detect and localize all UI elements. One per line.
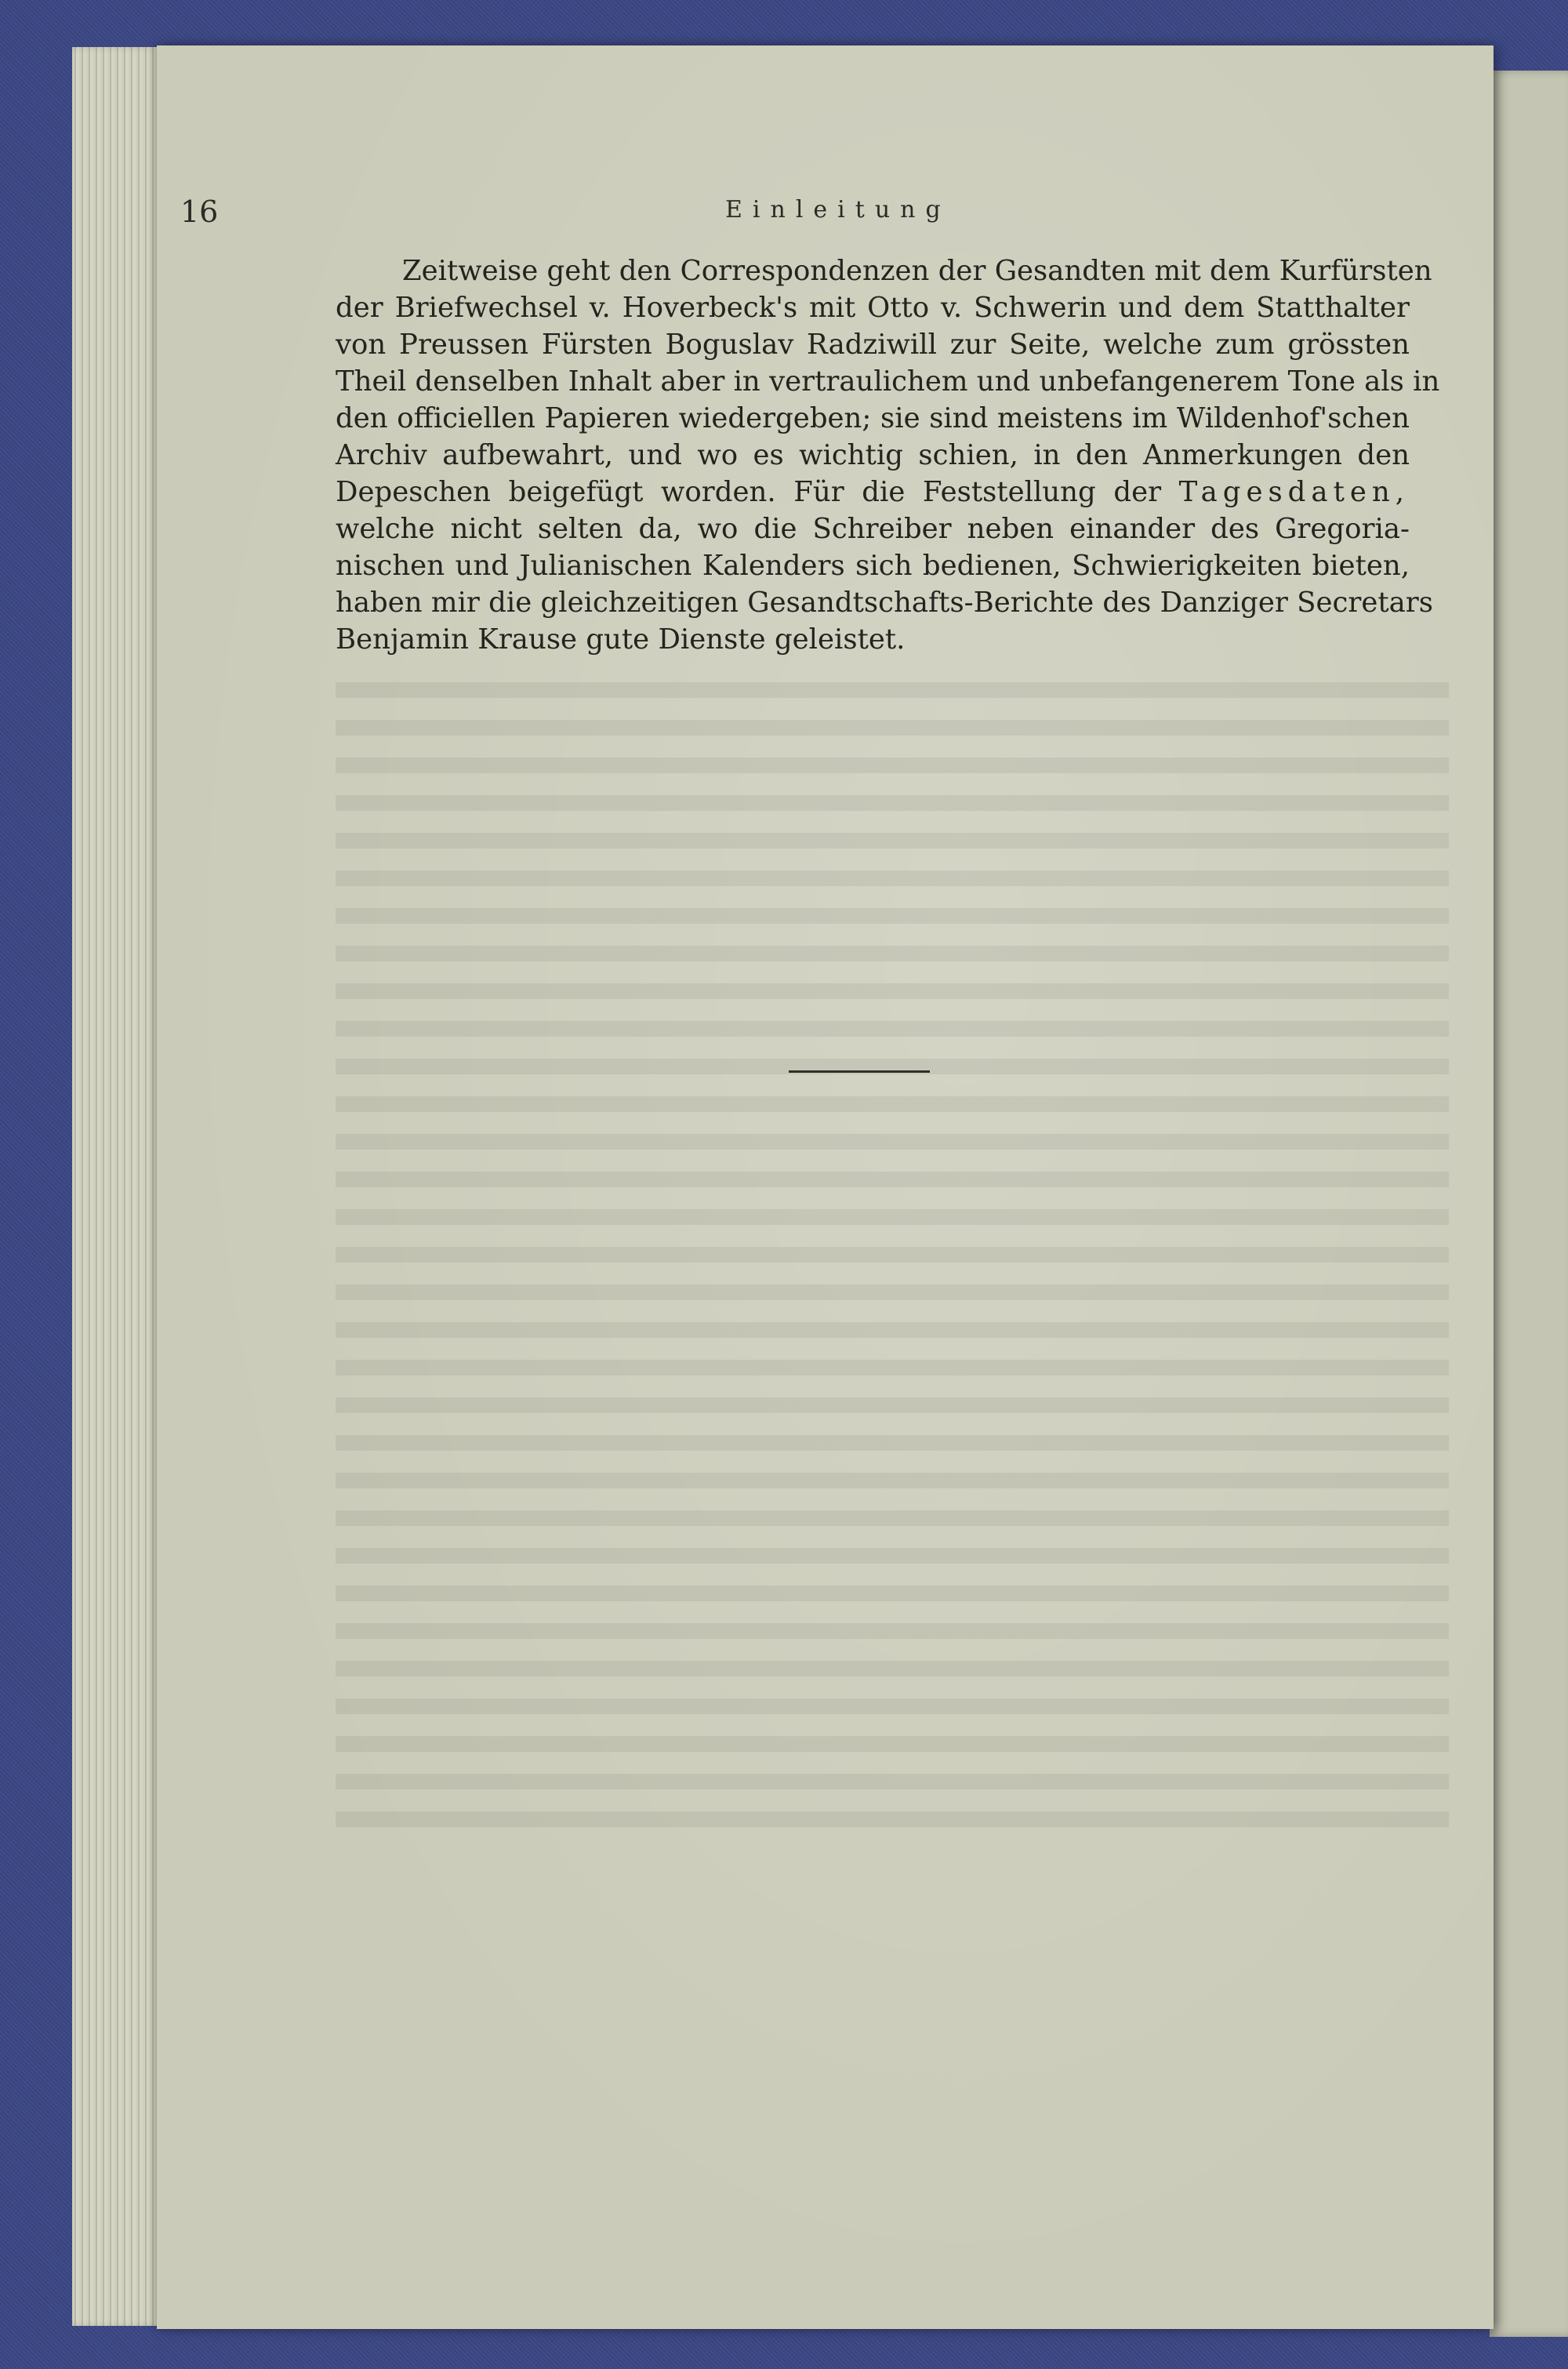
text-line-with-spaced [336, 474, 1410, 510]
text-line: haben mir die gleichzeitigen Gesandtschafts-Berichte des Danziger Secretars [336, 587, 1433, 619]
text-line: von Preussen Fürsten Boguslav Radziwill zur Seite, welche zum grössten [336, 329, 1410, 361]
text-line: Theil denselben Inhalt aber in vertraulichem und unbefangenerem Tone als in [336, 365, 1440, 398]
text-line: den officiellen Papieren wiedergeben; sie sind meistens im Wildenhof'schen [336, 402, 1410, 434]
running-head: Einleitung [725, 196, 951, 223]
text-line: welche nicht selten da, wo die Schreiber neben einander des Gregoria- [336, 513, 1410, 545]
section-divider [789, 1070, 930, 1073]
text-segment: Depeschen beigefügt worden. Für die Feststellung der [336, 476, 1162, 508]
body-paragraph [336, 253, 1440, 658]
show-through-text [336, 682, 1449, 1843]
page-number: 16 [180, 194, 219, 229]
text-line: der Briefwechsel v. Hoverbeck's mit Otto v. Schwerin und dem Statthalter [336, 292, 1410, 324]
text-line: nischen und Julianischen Kalenders sich bedienen, Schwierigkeiten bieten, [336, 550, 1410, 582]
text-line: Benjamin Krause gute Dienste geleistet. [336, 623, 906, 656]
text-line: Zeitweise geht den Correspondenzen der Gesandten mit dem Kurfürsten [402, 255, 1432, 287]
page-edges-right [1490, 71, 1568, 2337]
text-line: Archiv aufbewahrt, und wo es wichtig schien, in den Anmerkungen den [336, 439, 1410, 471]
spaced-word: Tagesdaten, [1178, 476, 1410, 508]
